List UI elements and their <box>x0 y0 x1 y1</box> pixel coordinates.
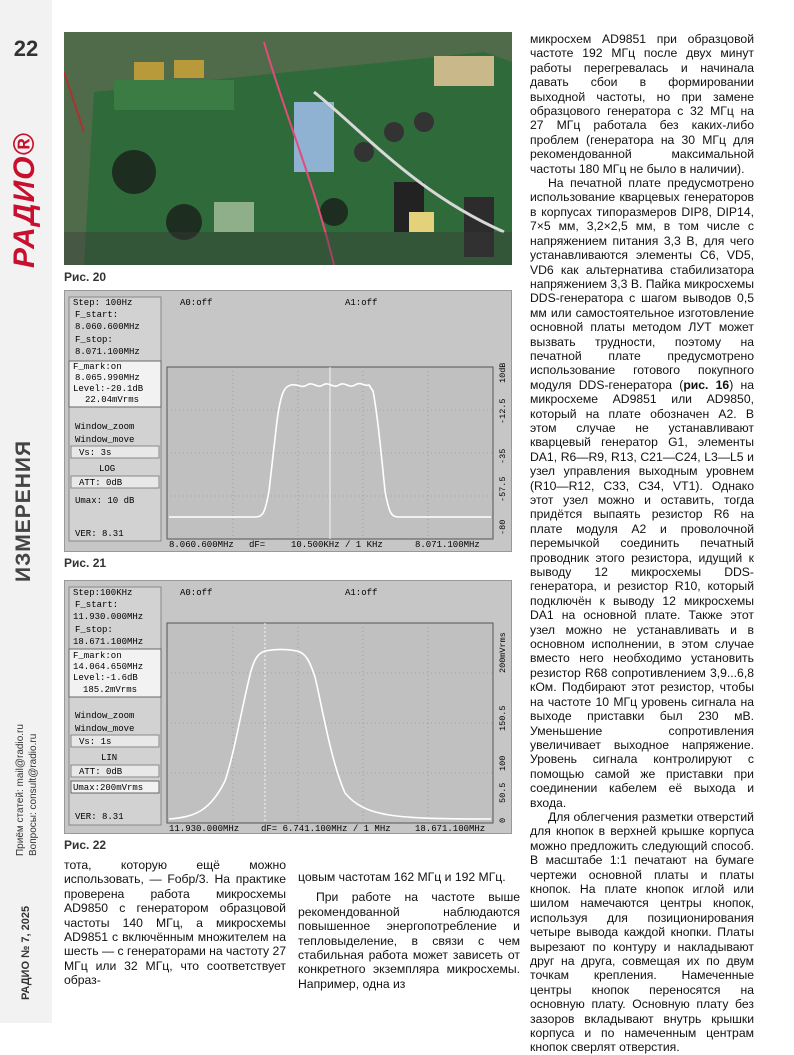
text-column-middle <box>298 870 520 991</box>
contacts-articles: Приём статей: mail@radio.ru <box>15 724 26 856</box>
figure-reference: рис. 16 <box>683 377 730 392</box>
issue-label: РАДИО № 7, 2025 <box>20 905 32 1000</box>
figure-caption-21: Рис. 21 <box>64 556 107 570</box>
s21-footer-stop: 8.071.100MHz <box>415 540 480 550</box>
s22-fstart-value: 11.930.000MHz <box>73 612 144 622</box>
s21-a1: A1:off <box>345 298 378 308</box>
s21-ytick-2: -35 <box>498 448 508 464</box>
s22-ytick-2: 100 <box>498 755 508 771</box>
scope-drawing-22 <box>65 581 511 833</box>
s21-fstart-value: 8.060.600MHz <box>75 322 140 332</box>
s22-step: Step:100KHz <box>73 588 133 598</box>
text-column-right <box>530 32 754 1055</box>
paragraph: тота, которую ещё можно использовать, — Fобр/3. На практике проверена работа микросхемы AD9850 с генератором образцовой частоты 140 МГц, а микросхемы AD9851 с включённым множителем на шесть — с генераторами на частоту 27 МГц или 32 МГц, что соответствует образ- <box>64 858 286 988</box>
s21-umax: Umax: 10 dB <box>75 496 135 506</box>
pcb-photo <box>64 32 512 265</box>
s21-fstop-label: F_stop: <box>75 335 113 345</box>
s21-scale-mode: LOG <box>99 464 116 474</box>
contacts-questions: Вопросы: consult@radio.ru <box>28 733 39 856</box>
s22-fmark-value: 14.064.650MHz <box>73 662 144 672</box>
paragraph-part: На печатной плате предусмотрено использование кварцевых генераторов в корпусах типоразмеров DIP8, DIP14, 7×5 мм, 3,2×2,5 мм, в том числе с напряжением питания 3,3 В, для чего устанавливаются элементы C6, VD5, VD6 как альтернатива стабилизатора напряжением 3,3 В. Пайка микросхемы DDS-генератора с шагом выводов 0,5 мм или самостоятельное изготовление основной платы методом ЛУТ может вызвать трудности, поэтому на печатной плате предусмотрено использование готового покупного модуля DDS-генератора ( <box>530 176 754 392</box>
s21-vrms: 22.04mVrms <box>85 395 140 405</box>
s21-ytick-1: -12.5 <box>498 398 508 424</box>
s22-a1: A1:off <box>345 588 378 598</box>
s22-ytick-4: 0 <box>498 817 508 823</box>
s21-sweep-time: Vs: 3s <box>79 448 112 458</box>
s21-fstop-value: 8.071.100MHz <box>75 347 140 357</box>
paragraph: микросхем AD9851 при образцовой частоте 192 МГц после двух минут работы перегревалась и начинала давать сбои в формировании выходной частоты, но при замене образцового генератора с 32 МГц на 27 МГц работала без каких-либо проблем (генератора на 30 МГц для рекомендованной максимальной частоты 180 МГц не было в наличии). <box>530 32 754 176</box>
figure-caption-22: Рис. 22 <box>64 838 107 852</box>
s22-fmark-label: F_mark:on <box>73 651 122 661</box>
s21-fstart-label: F_start: <box>75 310 119 320</box>
s22-version: VER: 8.31 <box>75 812 124 822</box>
paragraph-part: ) на микросхеме AD9851 или AD9850, который на плате обозначен A2. В этом случае не устанавливают кварцевый генератор G1, элементы DA1, R6—R9, R13, C21—C24, L3—L5 и узел управления выходным уровнем (R10—R12, C33, C34, VT1). Однако этот узел можно и оставить, тогда придётся выпаять резистор R6 на плате модуля A2 и проволочной перемычкой соединить печатный проводник этого резистора, идущий к выводу 12 микросхемы DDS-генератора, и резистор R10, который подключён к выводу 12 микросхемы DA1 на основной плате. Также этот узел можно не устанавливать и в основном исполнении, в этом случае вместо него необходимо установить резистор R68 сопротивлением 3,9...6,8 кОм. Подбирают этот резистор, чтобы на частоте 10 МГц уровень сигнала на выходе приставки был 230 мВ. Уменьшение сопротивления увеличивает выходное напряжение. Уровень сигнала контролируют с помощью самой же приставки при соединении кабелем её выхода и входа. <box>530 377 754 810</box>
s21-version: VER: 8.31 <box>75 529 124 539</box>
paragraph: При работе на частоте выше рекомендованной наблюдаются повышенное энергопотребление и тепловыделение, в связи с чем стабильная работа может зависеть от конкретного экземпляра микросхемы. Например, одна из <box>298 890 520 991</box>
scope-drawing-21 <box>65 291 511 551</box>
s21-fmark-label: F_mark:on <box>73 362 122 372</box>
s21-step: Step: 100Hz <box>73 298 133 308</box>
s22-fstop-value: 18.671.100MHz <box>73 637 144 647</box>
page-number: 22 <box>13 36 39 61</box>
s21-level: Level:-20.1dB <box>73 384 144 394</box>
s22-yaxis <box>498 632 508 823</box>
contacts-block <box>14 724 40 856</box>
s21-footer-start: 8.060.600MHz <box>169 540 234 550</box>
magazine-logo: РАДИО® <box>8 132 41 268</box>
figure-caption-20: Рис. 20 <box>64 270 107 284</box>
s21-att: ATT: 0dB <box>79 478 123 488</box>
s22-ytick-0: 200mVrms <box>498 632 508 673</box>
scope-screen-22 <box>64 580 512 834</box>
s22-fstart-label: F_start: <box>75 600 119 610</box>
s22-umax: Umax:200mVrms <box>73 783 144 793</box>
s22-footer-span: dF= 6.741.100MHz / 1 MHz <box>261 824 391 833</box>
s21-window-zoom: Window_zoom <box>75 422 135 432</box>
s21-ytick-3: -57.5 <box>498 476 508 502</box>
text-column-left <box>64 858 286 988</box>
s22-footer-stop: 18.671.100MHz <box>415 824 486 833</box>
s22-a0: A0:off <box>180 588 213 598</box>
s21-a0: A0:off <box>180 298 213 308</box>
paragraph <box>530 176 754 810</box>
s22-ytick-1: 150.5 <box>498 705 508 731</box>
s22-ytick-3: 50.5 <box>498 782 508 803</box>
s21-footer-df: dF= <box>249 540 266 550</box>
s22-vrms: 185.2mVrms <box>83 685 138 695</box>
page-sidebar <box>0 0 52 1023</box>
s22-level: Level:-1.6dB <box>73 673 138 683</box>
s22-scale-mode: LIN <box>101 753 118 763</box>
s21-ytick-0: 10dB <box>498 362 508 383</box>
s22-window-move: Window_move <box>75 724 135 734</box>
paragraph: цовым частотам 162 МГц и 192 МГц. <box>298 870 506 884</box>
paragraph: Для облегчения разметки отверстий для кнопок в верхней крышке корпуса можно предложить следующий способ. В масштабе 1:1 печатают на бумаге чертежи основной платы и платы кнопок. На плате кнопок иглой или шилом намечаются центры кнопок, используя для позиционирования четыре вывода каждой кнопки. Платы вырезают по контуру и накладывают друг на друга, совмещая их по двум точкам крепления. Намеченные центры кнопок переносятся на основную плату. Основную плату без зазоров вкладывают внутрь крышки корпуса и по намеченным центрам кнопок сверлят отверстия. <box>530 809 754 1055</box>
s22-sweep-time: Vs: 1s <box>79 737 112 747</box>
s22-att: ATT: 0dB <box>79 767 123 777</box>
s21-footer-span: 10.500KHz / 1 KHz <box>291 540 383 550</box>
section-title: ИЗМЕРЕНИЯ <box>12 439 35 582</box>
s22-window-zoom: Window_zoom <box>75 711 135 721</box>
pcb-photo-drawing <box>64 32 512 265</box>
s21-fmark-value: 8.065.990MHz <box>75 373 140 383</box>
s22-footer-start: 11.930.000MHz <box>169 824 240 833</box>
s22-fstop-label: F_stop: <box>75 625 113 635</box>
s21-ytick-4: -80 <box>498 519 508 535</box>
s21-window-move: Window_move <box>75 435 135 445</box>
scope-screen-21 <box>64 290 512 552</box>
